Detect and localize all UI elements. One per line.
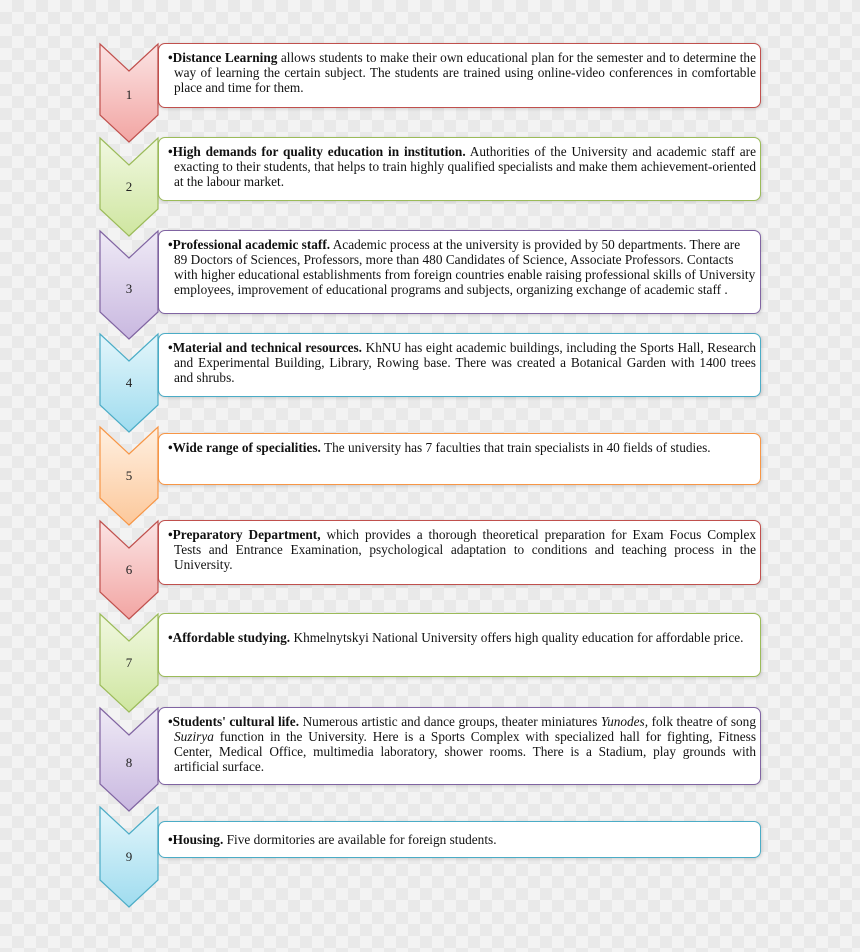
step-5-box [158,433,761,485]
step-5-text: The university has 7 faculties that train specialists in 40 fields of studies. [320,440,711,455]
step-3-chevron [99,230,159,340]
step-6-text: which provides a thorough theoretical preparation for Exam Focus Complex Tests and Entrance Examination, psychological adaptation to conditions and teaching process in the University. [174,527,757,572]
step-6-box [158,520,761,585]
step-number: 6 [125,562,133,577]
step-8-suzirya: Suzirya [174,729,214,744]
step-4-text: KhNU has eight academic buildings, including the Sports Hall, Research and Experimental Building, Library, Rowing base. There was created a Botanical Garden with 1400 trees and shrubs. [174,340,756,385]
step-number: 3 [125,281,133,296]
step-8-title: •Students' cultural life. [168,714,300,729]
step-3-text: Academic process at the university is provided by 50 departments. There are 89 Doctors of Sciences, Professors, more than 480 Candidates of Science, Associate Professors. Contacts with higher educational establishments from foreign countries enable raising professional skills of University employees, improvement of educational programs and subjects, organizing exchange of academic staff . [174,237,756,297]
step-7-title: •Affordable studying. [168,630,291,645]
step-2-box [158,137,761,201]
step-number: 4 [125,375,133,390]
step-5-chevron [99,426,159,526]
step-3-title: •Professional academic staff. [168,237,331,252]
step-number: 7 [125,655,133,670]
step-4-title: •Material and technical resources. [168,340,363,355]
step-9-chevron [99,806,159,908]
step-number: 5 [125,468,133,483]
step-5-title: •Wide range of specialities. [168,440,321,455]
step-8-text-1: Numerous artistic and dance groups, theater miniatures [299,714,601,729]
step-7-text: Khmelnytskyi National University offers high quality education for affordable price. [290,630,744,645]
step-6-title: •Preparatory Department, [168,527,321,542]
step-8-text-3: function in the University. Here is a Sports Complex with specialized hall for fighting, Fitness Center, Medical Office, multimedia laboratory, shower rooms. There is a Stadium, play grounds with artificial surface. [174,729,756,774]
step-9-box [158,821,761,858]
step-8-chevron [99,707,159,812]
step-1-box [158,43,761,108]
step-6-chevron [99,520,159,620]
step-1-title: •Distance Learning [168,50,278,65]
step-number: 2 [125,179,133,194]
step-9-title: •Housing. [168,832,224,847]
step-8-box [158,707,761,785]
step-number: 8 [125,755,133,770]
step-number: 9 [125,849,133,864]
step-number: 1 [125,87,133,102]
step-4-box [158,333,761,397]
step-1-text: allows students to make their own educational plan for the semester and to determine the way of learning the certain subject. The students are trained using online-video conferences in comfortable place and time for them. [174,50,756,95]
step-8-yunodes: Yunodes, [600,714,649,729]
step-4-chevron [99,333,159,433]
step-2-chevron [99,137,159,237]
step-7-chevron [99,613,159,713]
step-7-box [158,613,761,677]
step-3-box [158,230,761,314]
step-1-chevron [99,43,159,143]
step-8-text-2: folk theatre of song [648,714,756,729]
step-9-text: Five dormitories are available for foreign students. [223,832,497,847]
step-2-title: •High demands for quality education in institution. [168,144,466,159]
step-2-text: Authorities of the University and academic staff are exacting to their students, that helps to train highly qualified specialists and make them achievement-oriented at the labour market. [174,144,756,189]
